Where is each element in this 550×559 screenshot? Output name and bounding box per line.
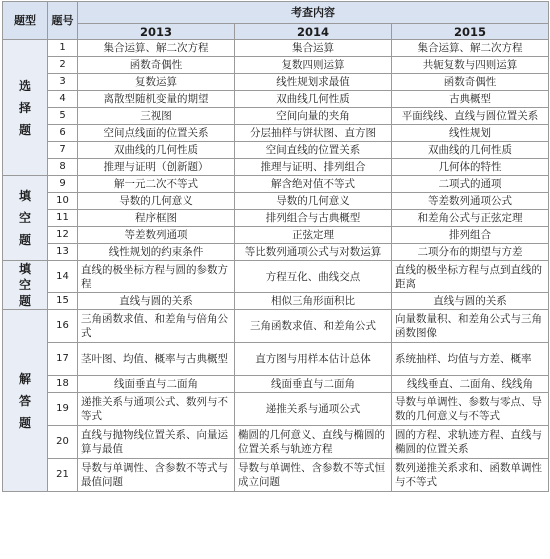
- question-number-cell: 17: [48, 343, 78, 376]
- content-cell-2015: 二项式的通项: [392, 176, 549, 193]
- question-number-cell: 9: [48, 176, 78, 193]
- content-cell-2013: 茎叶图、均值、概率与古典概型: [78, 343, 235, 376]
- table-row: [3, 57, 549, 74]
- question-number-cell: 2: [48, 57, 78, 74]
- content-cell-2013: 线面垂直与二面角: [78, 376, 235, 393]
- content-cell-2015: 直线的极坐标方程与点到直线的距离: [392, 261, 549, 293]
- question-number-cell: 21: [48, 459, 78, 492]
- content-cell-2013: 三视图: [78, 108, 235, 125]
- type-header: 题型: [3, 2, 48, 40]
- question-type-cell: [3, 40, 48, 176]
- content-cell-2014: 双曲线几何性质: [235, 91, 392, 108]
- content-cell-2015: 直线与圆的关系: [392, 293, 549, 310]
- content-cell-2015: 和差角公式与正弦定理: [392, 210, 549, 227]
- question-type-label: 选择题: [19, 78, 32, 137]
- content-cell-2013: 导数与单调性、含参数不等式与最值问题: [78, 459, 235, 492]
- content-cell-2013: 双曲线的几何性质: [78, 142, 235, 159]
- table-row: [3, 227, 549, 244]
- question-number-cell: 7: [48, 142, 78, 159]
- content-cell-2015: 古典概型: [392, 91, 549, 108]
- question-number-cell: 5: [48, 108, 78, 125]
- question-type-label: 填空题: [19, 189, 32, 247]
- question-number-cell: 8: [48, 159, 78, 176]
- content-cell-2015: 双曲线的几何性质: [392, 142, 549, 159]
- header-row-top: [3, 2, 549, 24]
- content-cell-2013: 函数奇偶性: [78, 57, 235, 74]
- table-row: [3, 376, 549, 393]
- content-cell-2013: 等差数列通项: [78, 227, 235, 244]
- table-row: [3, 343, 549, 376]
- table-row: [3, 159, 549, 176]
- table-row: [3, 210, 549, 227]
- content-cell-2013: 三角函数求值、和差角与倍角公式: [78, 310, 235, 343]
- content-cell-2013: 直线与抛物线位置关系、向量运算与最值: [78, 426, 235, 459]
- question-number-cell: 14: [48, 261, 78, 293]
- content-cell-2014: 分层抽样与饼状图、直方图: [235, 125, 392, 142]
- table-row: [3, 74, 549, 91]
- content-cell-2014: 线性规划求最值: [235, 74, 392, 91]
- content-cell-2015: 数列递推关系求和、函数单调性与不等式: [392, 459, 549, 492]
- table-row: [3, 40, 549, 57]
- question-number-cell: 20: [48, 426, 78, 459]
- table-row: [3, 142, 549, 159]
- question-number-cell: 18: [48, 376, 78, 393]
- content-cell-2014: 等比数列通项公式与对数运算: [235, 244, 392, 261]
- year-header-2013: 2013: [78, 24, 235, 40]
- content-cell-2014: 正弦定理: [235, 227, 392, 244]
- table-row: [3, 310, 549, 343]
- num-header: 题号: [48, 2, 78, 40]
- content-cell-2013: 递推关系与通项公式、数列与不等式: [78, 393, 235, 426]
- content-cell-2015: 等差数列通项公式: [392, 193, 549, 210]
- question-number-cell: 4: [48, 91, 78, 108]
- table-row: [3, 426, 549, 459]
- exam-content-table: [2, 1, 549, 492]
- question-number-cell: 12: [48, 227, 78, 244]
- table-row: [3, 176, 549, 193]
- content-cell-2013: 直线与圆的关系: [78, 293, 235, 310]
- content-cell-2015: 函数奇偶性: [392, 74, 549, 91]
- content-cell-2015: 集合运算、解二次方程: [392, 40, 549, 57]
- table-row: [3, 91, 549, 108]
- content-cell-2015: 排列组合: [392, 227, 549, 244]
- content-cell-2014: 复数四则运算: [235, 57, 392, 74]
- content-cell-2014: 空间向量的夹角: [235, 108, 392, 125]
- question-number-cell: 13: [48, 244, 78, 261]
- table-row: [3, 393, 549, 426]
- content-cell-2014: 导数与单调性、含参数不等式恒成立问题: [235, 459, 392, 492]
- content-cell-2015: 线线垂直、二面角、线线角: [392, 376, 549, 393]
- content-cell-2013: 复数运算: [78, 74, 235, 91]
- question-number-cell: 10: [48, 193, 78, 210]
- content-cell-2013: 集合运算、解二次方程: [78, 40, 235, 57]
- question-number-cell: 1: [48, 40, 78, 57]
- content-cell-2014: 集合运算: [235, 40, 392, 57]
- content-cell-2013: 导数的几何意义: [78, 193, 235, 210]
- table-row: [3, 459, 549, 492]
- question-number-cell: 19: [48, 393, 78, 426]
- content-cell-2013: 推理与证明（创新题）: [78, 159, 235, 176]
- content-cell-2014: 推理与证明、排列组合: [235, 159, 392, 176]
- content-cell-2015: 向量数量积、和差角公式与三角函数图像: [392, 310, 549, 343]
- question-number-cell: 15: [48, 293, 78, 310]
- content-cell-2014: 空间直线的位置关系: [235, 142, 392, 159]
- question-number-cell: 6: [48, 125, 78, 142]
- content-cell-2014: 导数的几何意义: [235, 193, 392, 210]
- content-cell-2014: 线面垂直与二面角: [235, 376, 392, 393]
- question-type-label: 解答题: [19, 371, 32, 430]
- content-cell-2015: 几何体的特性: [392, 159, 549, 176]
- content-cell-2013: 解一元二次不等式: [78, 176, 235, 193]
- content-cell-2014: 三角函数求值、和差角公式: [235, 310, 392, 343]
- content-cell-2014: 相似三角形面积比: [235, 293, 392, 310]
- year-header-2014: 2014: [235, 24, 392, 40]
- content-cell-2013: 离散型随机变量的期望: [78, 91, 235, 108]
- question-number-cell: 3: [48, 74, 78, 91]
- content-cell-2013: 线性规划的约束条件: [78, 244, 235, 261]
- table-row: [3, 293, 549, 310]
- content-cell-2015: 圆的方程、求轨迹方程、直线与椭圆的位置关系: [392, 426, 549, 459]
- table-row: [3, 108, 549, 125]
- question-number-cell: 11: [48, 210, 78, 227]
- content-cell-2015: 系统抽样、均值与方差、概率: [392, 343, 549, 376]
- question-type-cell: [3, 261, 48, 310]
- content-cell-2014: 递推关系与通项公式: [235, 393, 392, 426]
- content-cell-2014: 椭圆的几何意义、直线与椭圆的位置关系与轨迹方程: [235, 426, 392, 459]
- content-cell-2013: 空间点线面的位置关系: [78, 125, 235, 142]
- header-row-years: [3, 24, 549, 40]
- content-cell-2015: 二项分布的期望与方差: [392, 244, 549, 261]
- content-cell-2014: 解含绝对值不等式: [235, 176, 392, 193]
- table-row: [3, 261, 549, 293]
- question-type-cell: [3, 176, 48, 261]
- content-cell-2013: 程序框图: [78, 210, 235, 227]
- question-type-label: 填空题: [19, 262, 32, 308]
- question-number-cell: 16: [48, 310, 78, 343]
- content-cell-2015: 平面线线、直线与圆位置关系: [392, 108, 549, 125]
- table-row: [3, 244, 549, 261]
- content-cell-2015: 线性规划: [392, 125, 549, 142]
- content-cell-2013: 直线的极坐标方程与圆的参数方程: [78, 261, 235, 293]
- content-cell-2015: 共轭复数与四则运算: [392, 57, 549, 74]
- content-cell-2015: 导数与单调性、参数与零点、导数的几何意义与不等式: [392, 393, 549, 426]
- table-body: [3, 2, 549, 492]
- table-row: [3, 125, 549, 142]
- content-cell-2014: 直方图与用样本估计总体: [235, 343, 392, 376]
- content-cell-2014: 方程互化、曲线交点: [235, 261, 392, 293]
- question-type-cell: [3, 310, 48, 492]
- content-header: 考查内容: [78, 2, 549, 24]
- content-cell-2014: 排列组合与古典概型: [235, 210, 392, 227]
- table-row: [3, 193, 549, 210]
- year-header-2015: 2015: [392, 24, 549, 40]
